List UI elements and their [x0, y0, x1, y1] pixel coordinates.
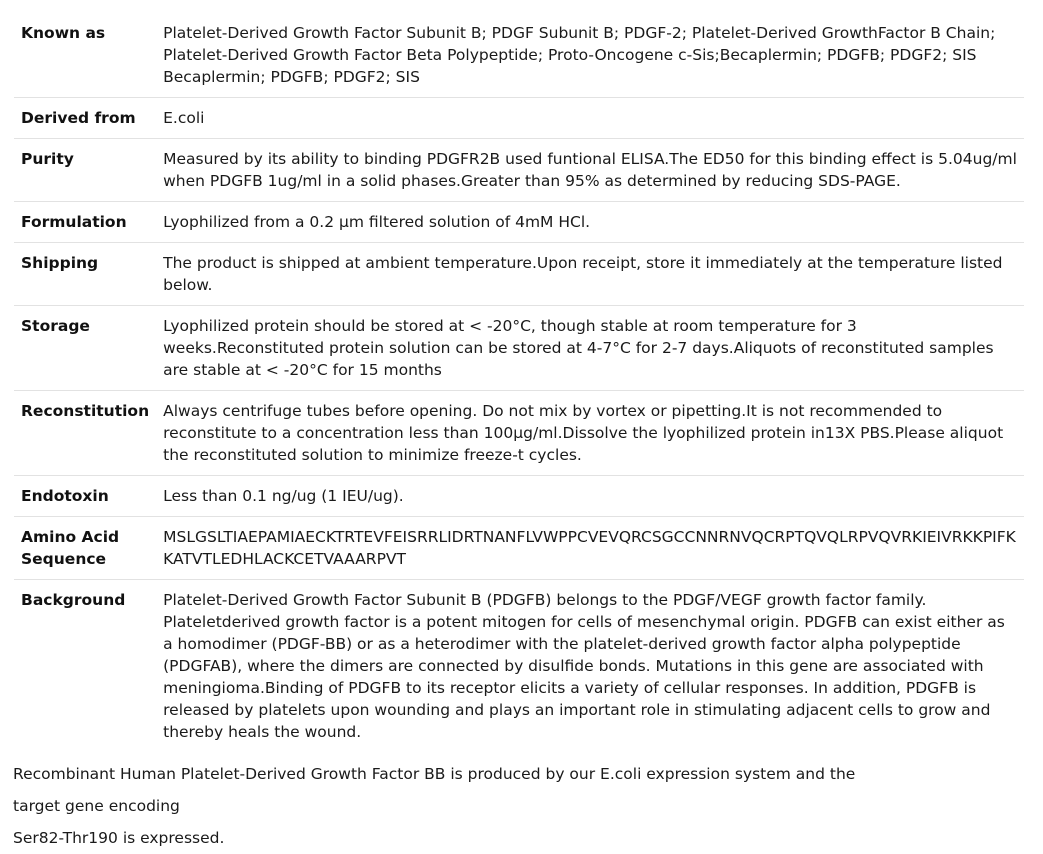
spec-row-known-as	[14, 12, 1024, 98]
spec-value: E.coli	[156, 98, 1024, 139]
description-line: target gene encoding	[13, 797, 180, 815]
spec-row-endotoxin	[14, 476, 1024, 517]
spec-label: Reconstitution	[14, 391, 156, 476]
spec-label: Endotoxin	[14, 476, 156, 517]
spec-label: Known as	[14, 12, 156, 98]
spec-label: Background	[21, 591, 126, 609]
spec-label: Amino Acid Sequence	[14, 517, 156, 580]
spec-label: Purity	[14, 139, 156, 202]
spec-value: Platelet-Derived Growth Factor Subunit B; PDGF Subunit B; PDGF-2; Platelet-Derived GrowthFactor B Chain; Platelet-Derived Growth Factor Beta Polypeptide; Proto-Oncogene c-Sis;Becaplermin; PDGFB; PDGF2; SIS Becaplermin; PDGFB; PDGF2; SIS	[156, 12, 1024, 98]
spec-value: MSLGSLTIAEPAMIAECKTRTEVFEISRRLIDRTNANFLVWPPCVEVQRCSGCCNNRNVQCRPTQVQLRPVQVRKIEIVRKKPIFKKATVTLEDHLACKCETVAAARPVT	[156, 517, 1024, 580]
spec-row-storage	[14, 306, 1024, 391]
spec-label: Formulation	[14, 202, 156, 243]
spec-label: Shipping	[14, 243, 156, 306]
spec-value: Always centrifuge tubes before opening. Do not mix by vortex or pipetting.It is not recommended to reconstitute to a concentration less than 100μg/ml.Dissolve the lyophilized protein in13X PBS.Please aliquot the reconstituted solution to minimize freeze-t cycles.	[156, 391, 1024, 476]
spec-row-background	[14, 580, 1024, 753]
spec-value: Measured by its ability to binding PDGFR2B used funtional ELISA.The ED50 for this binding effect is 5.04ug/ml when PDGFB 1ug/ml in a solid phases.Greater than 95% as determined by reducing SDS-PAGE.	[156, 139, 1024, 202]
spec-label: Derived from	[14, 98, 156, 139]
spec-row-derived-from	[14, 98, 1024, 139]
description-line: Recombinant Human Platelet-Derived Growth Factor BB is produced by our E.coli expression system and the	[13, 765, 856, 783]
spec-row-purity	[14, 139, 1024, 202]
spec-label: Storage	[14, 306, 156, 391]
spec-value: Lyophilized from a 0.2 μm filtered solution of 4mM HCl.	[156, 202, 1024, 243]
description-line: Ser82-Thr190 is expressed.	[13, 829, 225, 847]
spec-value: The product is shipped at ambient temperature.Upon receipt, store it immediately at the temperature listed below.	[156, 243, 1024, 306]
spec-value: Less than 0.1 ng/ug (1 IEU/ug).	[156, 476, 1024, 517]
product-spec-table	[14, 12, 1024, 752]
spec-value: Platelet-Derived Growth Factor Subunit B (PDGFB) belongs to the PDGF/VEGF growth factor family. Plateletderived growth factor is a potent mitogen for cells of mesenchymal origin. PDGFB can exist either as a homodimer (PDGF-BB) or as a heterodimer with the platelet-derived growth factor alpha polypeptide (PDGFAB), where the dimers are connected by disulfide bonds. Mutations in this gene are associated with meningioma.Binding of PDGFB to its receptor elicits a variety of cellular responses. In addition, PDGFB is released by platelets upon wounding and plays an important role in stimulating adjacent cells to grow and thereby heals the wound.	[163, 591, 1005, 741]
spec-row-shipping	[14, 243, 1024, 306]
product-description	[13, 758, 1023, 854]
spec-row-amino-acid-sequence	[14, 517, 1024, 580]
spec-value: Lyophilized protein should be stored at < -20°C, though stable at room temperature for 3 weeks.Reconstituted protein solution can be stored at 4-7°C for 2-7 days.Aliquots of reconstituted samples are stable at < -20°C for 15 months	[156, 306, 1024, 391]
spec-row-reconstitution	[14, 391, 1024, 476]
spec-row-formulation	[14, 202, 1024, 243]
